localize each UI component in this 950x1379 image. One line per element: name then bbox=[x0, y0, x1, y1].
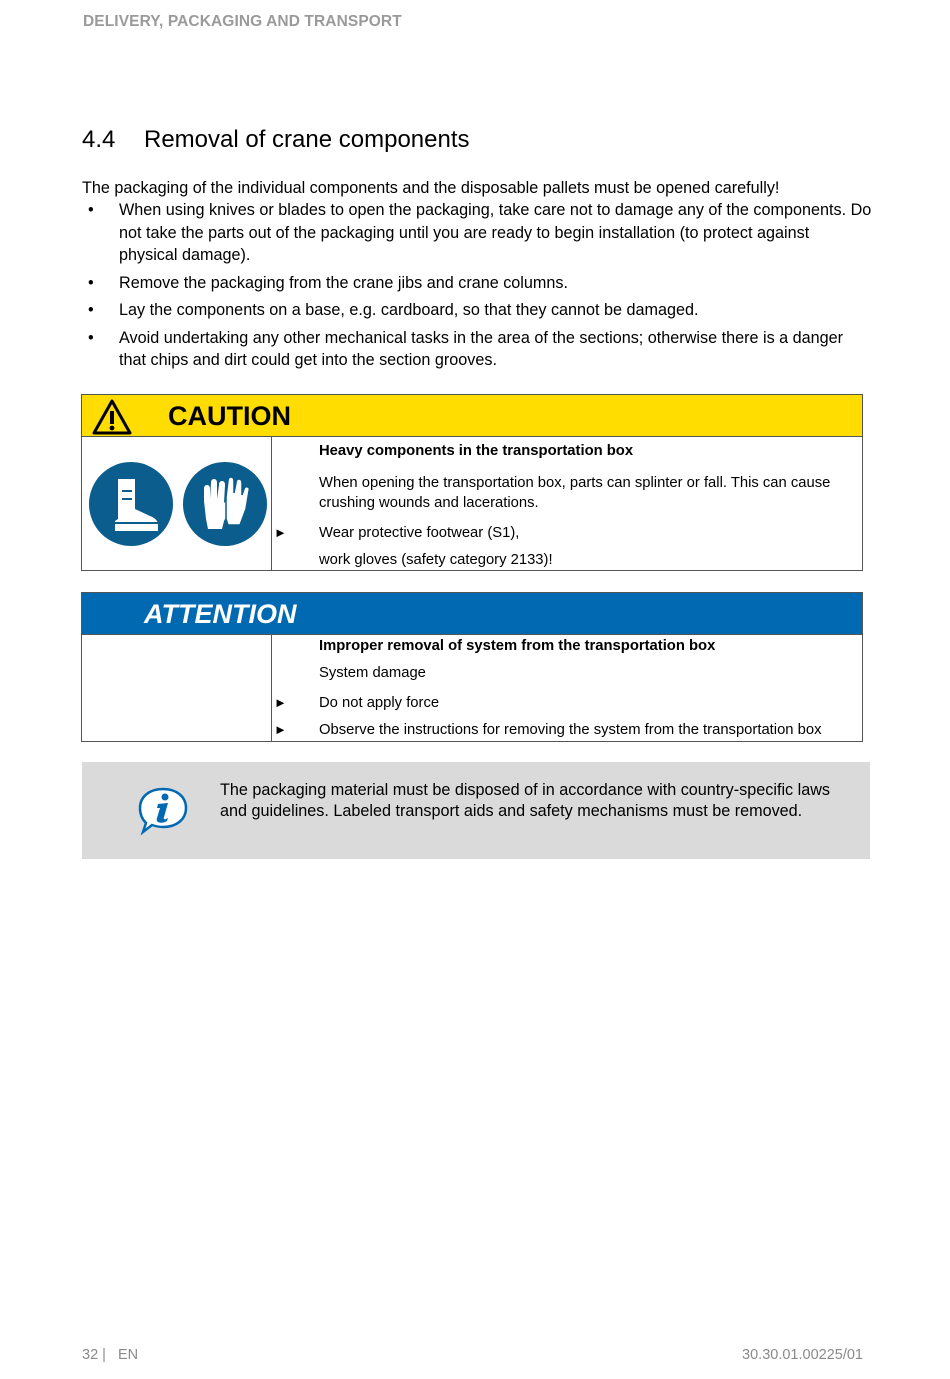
attention-pictogram-column bbox=[82, 635, 272, 742]
bullet-marker: • bbox=[88, 201, 94, 219]
caution-body bbox=[82, 437, 862, 571]
caution-action-1: Wear protective footwear (S1), bbox=[319, 525, 520, 541]
attention-signal-word: ATTENTION bbox=[144, 599, 297, 629]
list-item bbox=[82, 272, 872, 295]
bullet-marker: • bbox=[88, 328, 94, 347]
intro-paragraph: The packaging of the individual components and the disposable pallets must be opened carefully! bbox=[82, 179, 780, 197]
document-number: 30.30.01.00225/01 bbox=[742, 1347, 863, 1363]
bullet-marker: • bbox=[88, 301, 94, 319]
section-title: Removal of crane components bbox=[144, 126, 470, 153]
list-item bbox=[82, 199, 872, 267]
list-item-text: Remove the packaging from the crane jibs and crane columns. bbox=[119, 273, 568, 292]
attention-title: Improper removal of system from the transportation box bbox=[319, 638, 716, 654]
caution-title: Heavy components in the transportation box bbox=[319, 443, 634, 459]
caution-header bbox=[82, 395, 862, 437]
caution-action-2: work gloves (safety category 2133)! bbox=[319, 552, 553, 568]
action-arrow-icon: ► bbox=[274, 695, 287, 710]
attention-action-2: Observe the instructions for removing the system from the transportation box bbox=[319, 722, 822, 738]
list-item-text: Lay the components on a base, e.g. cardboard, so that they cannot be damaged. bbox=[119, 301, 699, 319]
section-heading bbox=[82, 126, 470, 154]
list-item bbox=[82, 299, 872, 322]
info-icon bbox=[137, 786, 189, 841]
attention-action-1: Do not apply force bbox=[319, 695, 440, 711]
caution-pictogram-column bbox=[82, 437, 272, 571]
info-box bbox=[82, 762, 870, 859]
attention-box bbox=[81, 592, 863, 742]
caution-signal-word: CAUTION bbox=[168, 401, 291, 431]
running-header: DELIVERY, PACKAGING AND TRANSPORT bbox=[83, 13, 402, 30]
safety-gloves-icon bbox=[182, 461, 268, 552]
safety-boots-icon bbox=[88, 461, 174, 552]
page-number: 32 | EN bbox=[82, 1347, 139, 1363]
warning-triangle-icon bbox=[92, 399, 132, 440]
info-text: The packaging material must be disposed of in accordance with country-specific laws and guidelines. Labeled transport aids and safety mechanisms must be removed. bbox=[220, 781, 831, 820]
bullet-marker: • bbox=[88, 273, 94, 292]
attention-body bbox=[82, 635, 862, 742]
caution-description: When opening the transportation box, parts can splinter or fall. This can cause crushing wounds and lacerations. bbox=[319, 475, 831, 511]
list-item-text: Avoid undertaking any other mechanical tasks in the area of the sections; otherwise there is a danger that chips and dirt could get into the section grooves. bbox=[119, 328, 844, 369]
action-arrow-icon: ► bbox=[274, 722, 287, 737]
action-arrow-icon: ► bbox=[274, 525, 287, 540]
attention-description: System damage bbox=[319, 665, 426, 681]
list-item bbox=[82, 327, 872, 372]
instruction-list bbox=[82, 199, 872, 377]
attention-header bbox=[82, 593, 862, 635]
list-item-text: When using knives or blades to open the packaging, take care not to damage any of the components. Do not take the parts out of the packaging until you are ready to begin installation (to protect against physical damage). bbox=[119, 201, 872, 264]
caution-box bbox=[81, 394, 863, 571]
section-number: 4.4 bbox=[82, 126, 116, 153]
